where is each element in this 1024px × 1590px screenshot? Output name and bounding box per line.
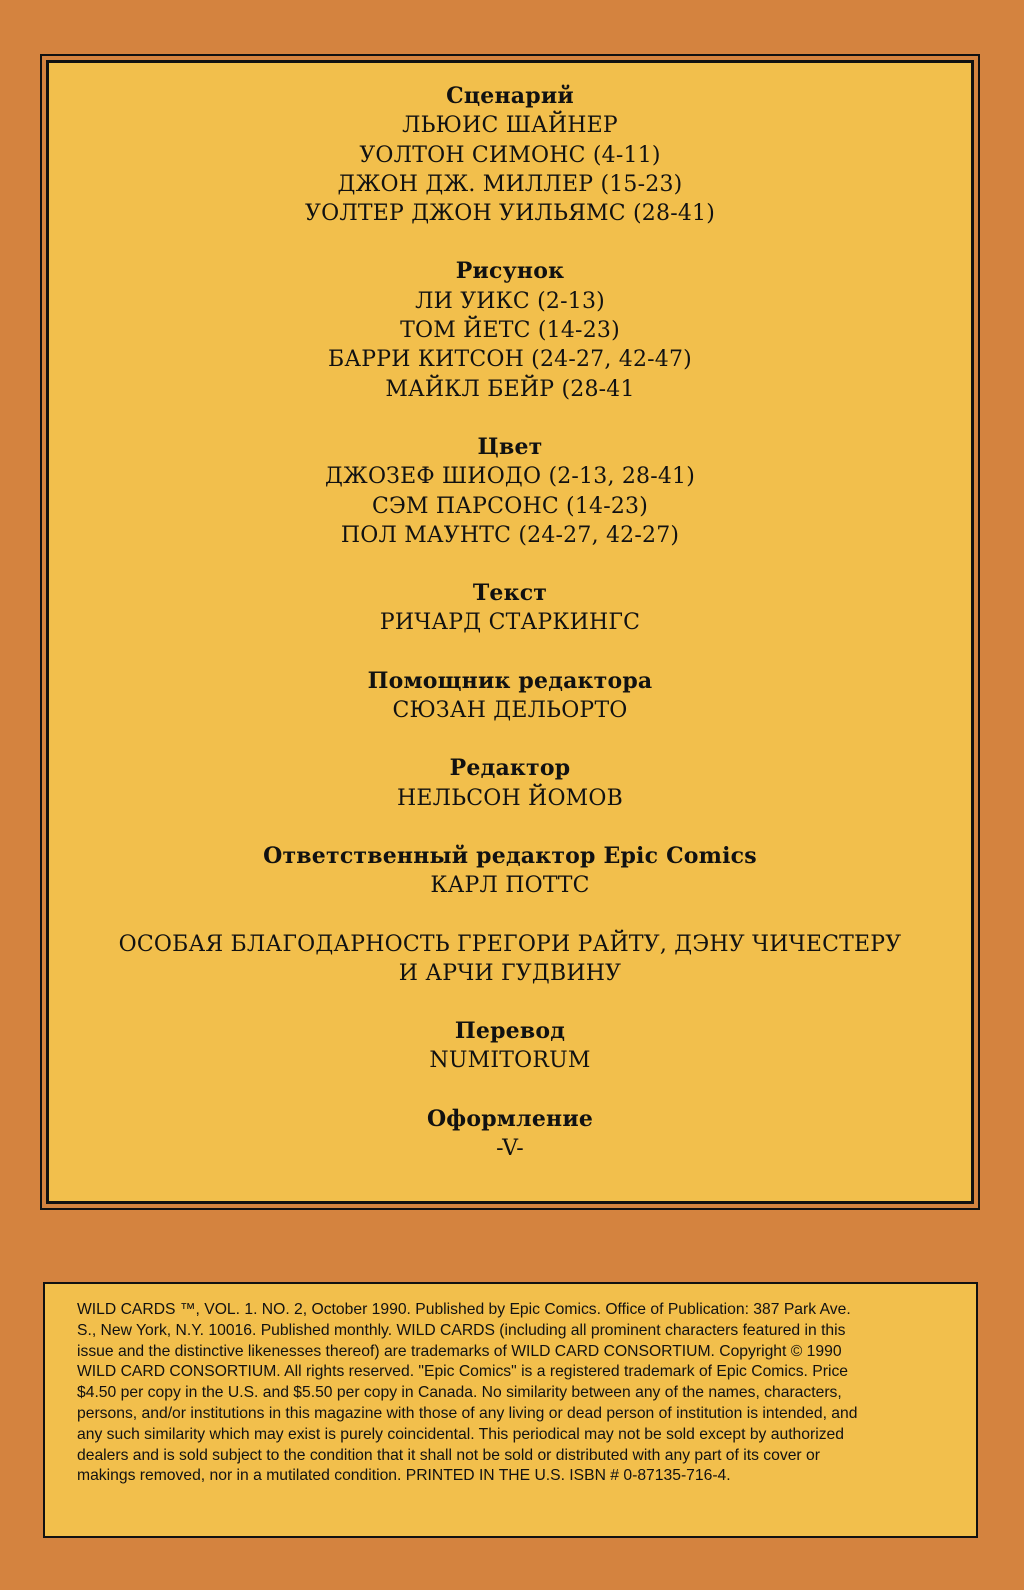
credits-panel	[46, 60, 974, 1204]
credit-name: ДЖОН ДЖ. МИЛЛЕР (15-23)	[337, 171, 683, 197]
credit-name: УОЛТЕР ДЖОН УИЛЬЯМС (28-41)	[304, 201, 715, 227]
legal-notice-text	[77, 1300, 946, 1487]
credit-name: NUMITORUM	[429, 1048, 591, 1074]
legal-line: WILD CARD CONSORTIUM. All rights reserved. "Epic Comics" is a registered trademark of Epic Comics. Price	[77, 1363, 849, 1381]
credit-role: Сценарий	[446, 83, 574, 109]
credit-name: СЭМ ПАРСОНС (14-23)	[371, 493, 649, 519]
credit-role: Оформление	[426, 1105, 594, 1132]
credit-name: ТОМ ЙЕТС (14-23)	[400, 318, 620, 344]
credit-section	[49, 257, 971, 403]
legal-line: any such similarity which may exist is purely coincidental. This periodical may not be sold except by authorized	[77, 1425, 845, 1443]
credit-name: КАРЛ ПОТТС	[430, 873, 590, 899]
legal-line: WILD CARDS ™, VOL. 1. NO. 2, October 1990. Published by Epic Comics. Office of Publication: 387 Park Ave.	[77, 1301, 851, 1318]
credit-section	[49, 579, 971, 638]
credit-section	[49, 667, 971, 726]
credit-section	[49, 1105, 971, 1164]
credit-name: И АРЧИ ГУДВИНУ	[398, 960, 622, 986]
legal-line: $4.50 per copy in the U.S. and $5.50 per copy in Canada. No similarity between any of the names, characters,	[77, 1384, 842, 1402]
legal-line: dealers and is sold subject to the condition that it shall not be sold or distributed with any part of its cover or	[77, 1446, 820, 1464]
credit-name: НЕЛЬСОН ЙОМОВ	[396, 785, 624, 811]
credit-section	[49, 754, 971, 813]
credit-role: Редактор	[449, 755, 571, 782]
credit-name: БАРРИ КИТСОН (24-27, 42-47)	[328, 347, 692, 373]
credit-role: Помощник редактора	[367, 667, 653, 694]
credit-name: ЛЬЮИС ШАЙНЕР	[402, 113, 618, 139]
credit-section	[49, 930, 971, 989]
credit-name: -V-	[496, 1136, 524, 1162]
credit-name: МАЙКЛ БЕЙР (28-41	[385, 376, 635, 402]
credit-section	[49, 82, 971, 228]
credit-name: УОЛТОН СИМОНС (4-11)	[359, 142, 661, 168]
credit-role: Рисунок	[455, 258, 565, 285]
legal-line: S., New York, N.Y. 10016. Published monthly. WILD CARDS (including all prominent characters featured in this	[77, 1321, 846, 1339]
legal-line: issue and the distinctive likenesses thereof) are trademarks of WILD CARD CONSORTIUM. Copyright © 1990	[77, 1342, 842, 1360]
credit-name: ПОЛ МАУНТС (24-27, 42-27)	[340, 522, 680, 548]
credit-name: ДЖОЗЕФ ШИОДО (2-13, 28-41)	[324, 464, 696, 490]
credit-role: Текст	[472, 580, 548, 607]
legal-line: makings removed, nor in a mutilated condition. PRINTED IN THE U.S. ISBN # 0-87135-716-4.	[77, 1467, 731, 1485]
credit-section	[49, 1017, 971, 1076]
credits-panel-frame	[40, 54, 980, 1210]
legal-line: persons, and/or institutions in this magazine with those of any living or dead person of institution is intended, and	[77, 1404, 858, 1422]
credit-role: Ответственный редактор Epic Comics	[263, 842, 757, 869]
credit-name: ОСОБАЯ БЛАГОДАРНОСТЬ ГРЕГОРИ РАЙТУ, ДЭНУ ЧИЧЕСТЕРУ	[118, 931, 902, 957]
credit-name: ЛИ УИКС (2-13)	[415, 288, 605, 314]
legal-notice-panel	[43, 1282, 978, 1538]
credit-name: СЮЗАН ДЕЛЬОРТО	[392, 698, 628, 724]
credit-name: РИЧАРД СТАРКИНГС	[379, 610, 641, 636]
credit-role: Перевод	[454, 1018, 566, 1045]
credit-section	[49, 842, 971, 901]
credit-section	[49, 433, 971, 550]
credit-role: Цвет	[477, 433, 543, 460]
